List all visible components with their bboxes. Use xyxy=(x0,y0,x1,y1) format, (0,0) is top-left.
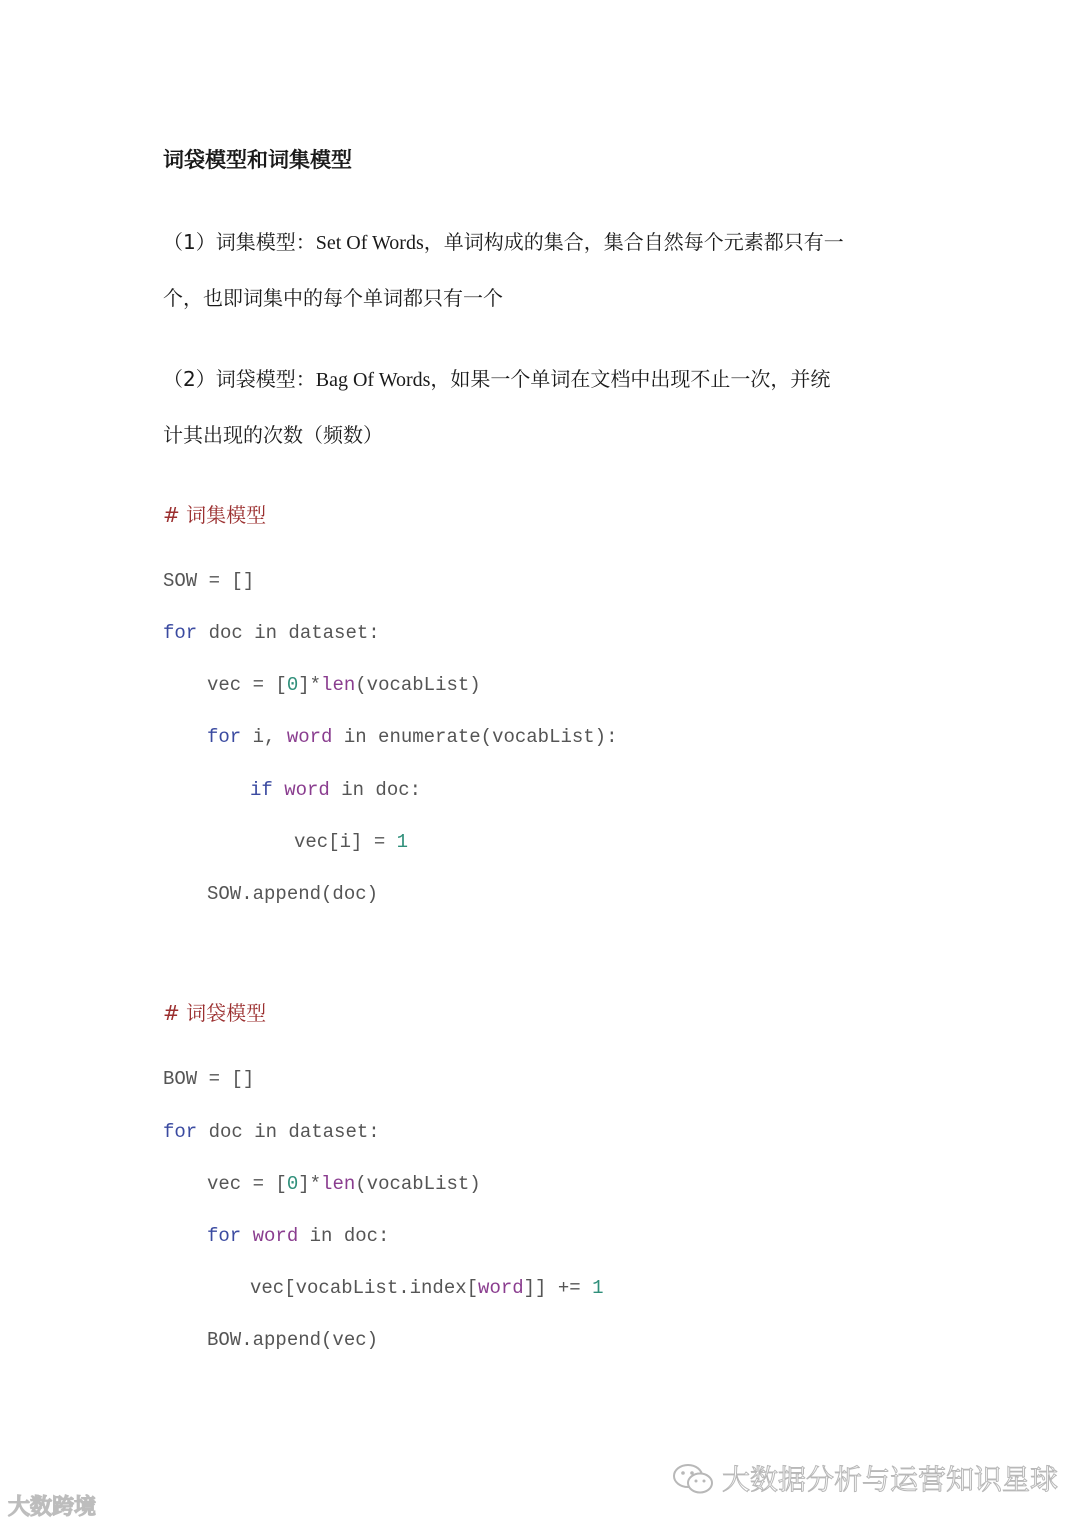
code-text: vec = [ xyxy=(207,1173,287,1195)
code-text xyxy=(241,1225,252,1247)
code-builtin: word xyxy=(284,779,330,801)
code-keyword: if xyxy=(250,779,273,801)
code-text: ]* xyxy=(298,674,322,696)
code-line xyxy=(163,1117,380,1147)
code-text: (vocabList) xyxy=(355,674,481,696)
code-line: SOW.append(doc) xyxy=(207,883,379,905)
code-comment-sow: # 词集模型 xyxy=(163,503,267,527)
code-builtin: len xyxy=(321,1173,356,1195)
code-line xyxy=(250,1273,603,1303)
code-line xyxy=(294,827,408,857)
para-text: ，如果一个单词在文档中出现不止一次，并统 xyxy=(430,367,831,391)
code-keyword: for xyxy=(207,1225,242,1247)
code-text: vec[vocabList.index[ xyxy=(250,1277,479,1299)
code-text xyxy=(273,779,284,801)
watermark-left: 大数跨境 xyxy=(8,1495,97,1520)
section-title: 词袋模型和词集模型 xyxy=(163,148,352,172)
code-number: 1 xyxy=(396,831,409,853)
para-latin-term: Bag Of Words xyxy=(315,369,431,391)
code-text: in doc: xyxy=(298,1225,390,1247)
code-text: doc in dataset: xyxy=(197,1121,380,1143)
code-line: BOW.append(vec) xyxy=(207,1329,379,1351)
code-line xyxy=(250,775,421,805)
code-line xyxy=(207,1221,389,1251)
code-keyword: for xyxy=(163,1121,198,1143)
code-text: vec = [ xyxy=(207,674,287,696)
code-line xyxy=(207,722,617,752)
code-comment-bow: # 词袋模型 xyxy=(163,1001,267,1025)
code-line: SOW = [] xyxy=(163,570,255,592)
code-builtin: word xyxy=(478,1277,524,1299)
code-builtin: len xyxy=(321,674,356,696)
para-set-of-words-line2: 个，也即词集中的每个单词都只有一个 xyxy=(163,286,503,310)
para-latin-term: Set Of Words xyxy=(315,232,424,254)
code-text: vec[i] = xyxy=(294,831,397,853)
code-number: 1 xyxy=(592,1277,604,1299)
code-number: 0 xyxy=(286,1173,299,1195)
code-text: ]] += xyxy=(523,1277,593,1299)
para-text: ，单词构成的集合，集合自然每个元素都只有一 xyxy=(423,230,844,254)
code-line xyxy=(207,670,481,700)
code-text: (vocabList) xyxy=(355,1173,481,1195)
para-bag-of-words-line1 xyxy=(163,362,923,397)
code-text: i, xyxy=(241,726,287,748)
para-text: （2）词袋模型： xyxy=(163,367,316,391)
code-builtin: word xyxy=(286,726,333,748)
code-line xyxy=(163,618,380,648)
code-text: doc in dataset: xyxy=(197,622,380,644)
code-number: 0 xyxy=(286,674,299,696)
watermark-right: 大数据分析与运营知识星球 xyxy=(722,1463,1059,1496)
code-keyword: for xyxy=(163,622,198,644)
code-line xyxy=(207,1169,481,1199)
wechat-icon xyxy=(672,1462,716,1496)
code-builtin: word xyxy=(252,1225,299,1247)
para-bag-of-words-line2: 计其出现的次数（频数） xyxy=(163,423,383,447)
code-keyword: for xyxy=(207,726,242,748)
para-text: （1）词集模型： xyxy=(163,230,316,254)
para-set-of-words-line1 xyxy=(163,225,923,260)
code-text: in enumerate(vocabList): xyxy=(332,726,618,748)
code-text: in doc: xyxy=(329,779,422,801)
code-text: ]* xyxy=(298,1173,322,1195)
code-line: BOW = [] xyxy=(163,1068,255,1090)
